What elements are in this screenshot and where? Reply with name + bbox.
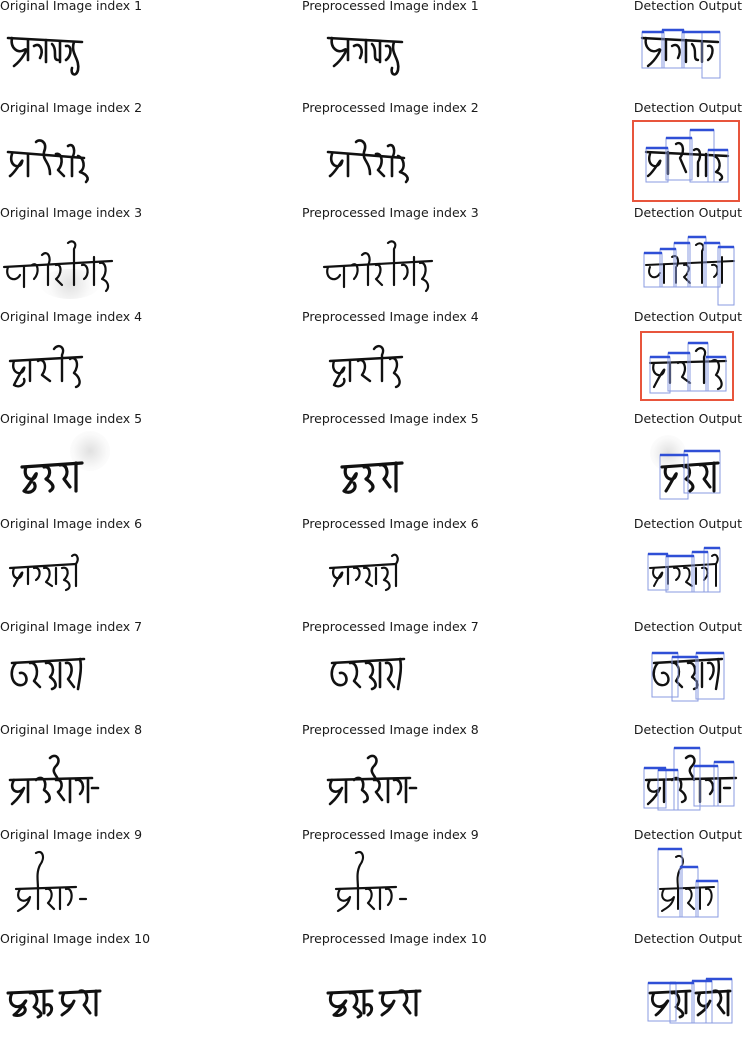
original-cell: [0, 829, 250, 933]
detection-cell: [610, 102, 742, 206]
detection-cell: [610, 311, 742, 415]
preprocessed-label: Preprocessed Image index 7: [302, 619, 479, 634]
preprocessed-label: Preprocessed Image index 4: [302, 309, 479, 324]
detection-cell: [610, 933, 742, 1037]
original-label: Original Image index 4: [0, 309, 143, 324]
detection-cell: [610, 207, 742, 311]
original-handwriting-image: [0, 20, 250, 100]
preprocessed-handwriting-image: [300, 744, 550, 824]
highlight-frame: [632, 120, 740, 202]
preprocessed-handwriting-image: [300, 849, 550, 929]
highlight-frame: [640, 331, 734, 401]
result-row-2: [0, 102, 742, 206]
preprocessed-cell: [300, 0, 550, 104]
detection-label: Detection Output: [633, 309, 742, 324]
original-handwriting-image: [0, 849, 250, 929]
detection-label: Detection Output: [633, 411, 742, 426]
detection-label: Detection Output: [633, 516, 742, 531]
result-row-8: [0, 724, 742, 828]
preprocessed-handwriting-image: [300, 227, 550, 307]
preprocessed-label: Preprocessed Image index 1: [302, 0, 479, 13]
detection-label: Detection Output: [633, 722, 742, 737]
detection-label: Detection Output: [633, 0, 742, 13]
result-row-6: [0, 518, 742, 622]
result-row-3: [0, 207, 742, 311]
detection-output-image: [610, 641, 742, 721]
original-handwriting-image: [0, 433, 250, 513]
detection-output-image: [610, 538, 742, 618]
detection-output-image: [610, 744, 742, 824]
detection-cell: [610, 724, 742, 828]
preprocessed-handwriting-image: [300, 641, 550, 721]
result-row-4: [0, 311, 742, 415]
preprocessed-handwriting-image: [300, 538, 550, 618]
original-label: Original Image index 5: [0, 411, 143, 426]
preprocessed-label: Preprocessed Image index 9: [302, 827, 479, 842]
preprocessed-label: Preprocessed Image index 10: [302, 931, 487, 946]
detection-label: Detection Output: [633, 827, 742, 842]
detection-output-image: [610, 849, 742, 929]
preprocessed-cell: [300, 621, 550, 725]
detection-cell: [610, 518, 742, 622]
original-cell: [0, 207, 250, 311]
result-row-10: [0, 933, 742, 1037]
preprocessed-cell: [300, 207, 550, 311]
original-label: Original Image index 1: [0, 0, 143, 13]
original-cell: [0, 311, 250, 415]
original-label: Original Image index 3: [0, 205, 143, 220]
result-row-5: [0, 413, 742, 517]
detection-output-image: [610, 20, 742, 100]
original-handwriting-image: [0, 744, 250, 824]
result-row-1: [0, 0, 742, 104]
detection-cell: [610, 413, 742, 517]
preprocessed-label: Preprocessed Image index 2: [302, 100, 479, 115]
preprocessed-label: Preprocessed Image index 8: [302, 722, 479, 737]
preprocessed-cell: [300, 933, 550, 1037]
preprocessed-handwriting-image: [300, 122, 550, 202]
preprocessed-handwriting-image: [300, 953, 550, 1033]
original-handwriting-image: [0, 331, 250, 411]
preprocessed-handwriting-image: [300, 20, 550, 100]
preprocessed-handwriting-image: [300, 331, 550, 411]
preprocessed-cell: [300, 413, 550, 517]
result-row-9: [0, 829, 742, 933]
preprocessed-label: Preprocessed Image index 6: [302, 516, 479, 531]
original-cell: [0, 933, 250, 1037]
detection-output-image: [610, 433, 742, 513]
original-handwriting-image: [0, 538, 250, 618]
detection-output-image: [610, 227, 742, 307]
preprocessed-cell: [300, 829, 550, 933]
original-cell: [0, 724, 250, 828]
original-label: Original Image index 9: [0, 827, 143, 842]
original-label: Original Image index 10: [0, 931, 151, 946]
preprocessed-handwriting-image: [300, 433, 550, 513]
preprocessed-cell: [300, 311, 550, 415]
original-label: Original Image index 6: [0, 516, 143, 531]
original-cell: [0, 413, 250, 517]
original-handwriting-image: [0, 122, 250, 202]
original-cell: [0, 102, 250, 206]
original-handwriting-image: [0, 641, 250, 721]
original-cell: [0, 518, 250, 622]
result-row-7: [0, 621, 742, 725]
detection-cell: [610, 621, 742, 725]
detection-cell: [610, 829, 742, 933]
detection-label: Detection Output: [633, 619, 742, 634]
original-cell: [0, 621, 250, 725]
preprocessed-label: Preprocessed Image index 5: [302, 411, 479, 426]
preprocessed-label: Preprocessed Image index 3: [302, 205, 479, 220]
original-label: Original Image index 2: [0, 100, 143, 115]
original-label: Original Image index 8: [0, 722, 143, 737]
preprocessed-cell: [300, 724, 550, 828]
detection-label: Detection Output: [633, 205, 742, 220]
preprocessed-cell: [300, 102, 550, 206]
original-cell: [0, 0, 250, 104]
original-handwriting-image: [0, 227, 250, 307]
detection-cell: [610, 0, 742, 104]
original-label: Original Image index 7: [0, 619, 143, 634]
original-handwriting-image: [0, 953, 250, 1033]
detection-label: Detection Output: [633, 931, 742, 946]
detection-label: Detection Output: [633, 100, 742, 115]
preprocessed-cell: [300, 518, 550, 622]
detection-output-image: [610, 953, 742, 1033]
